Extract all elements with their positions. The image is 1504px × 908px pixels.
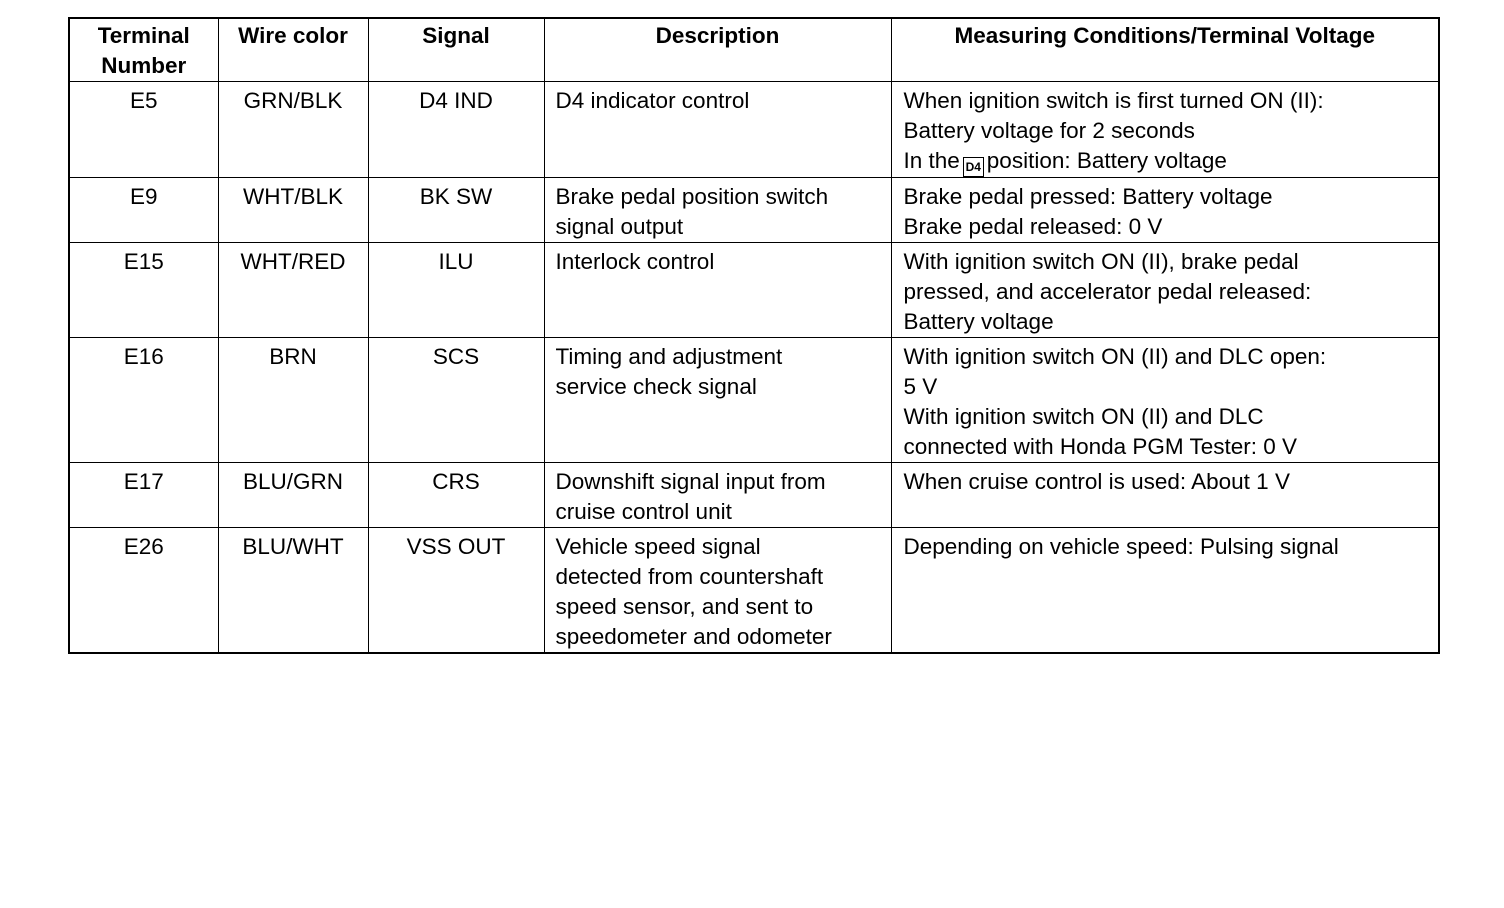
- description: [544, 528, 891, 654]
- header-terminal-line-2: Number: [101, 53, 187, 78]
- wire-color: WHT/BLK: [218, 178, 368, 243]
- condition-line: connected with Honda PGM Tester: 0 V: [903, 434, 1298, 459]
- table-row: [69, 178, 1439, 243]
- condition-line: Brake pedal pressed: Battery voltage: [903, 184, 1273, 209]
- description-line: signal output: [555, 214, 684, 239]
- condition-text: In the: [903, 148, 960, 173]
- condition-line: Brake pedal released: 0 V: [903, 214, 1163, 239]
- signal: CRS: [368, 463, 544, 528]
- condition-line: When ignition switch is first turned ON (II):: [903, 88, 1324, 113]
- signal: SCS: [368, 338, 544, 463]
- measuring-conditions: [891, 178, 1439, 243]
- header-description: Description: [544, 18, 891, 82]
- wire-color: GRN/BLK: [218, 82, 368, 178]
- signal: VSS OUT: [368, 528, 544, 654]
- condition-line: With ignition switch ON (II), brake pedal: [903, 249, 1299, 274]
- measuring-conditions: [891, 243, 1439, 338]
- signal: D4 IND: [368, 82, 544, 178]
- description-line: detected from countershaft: [555, 564, 824, 589]
- header-terminal-number: [69, 18, 218, 82]
- description-line: speedometer and odometer: [555, 624, 832, 649]
- signal: ILU: [368, 243, 544, 338]
- d4-position-icon: D4: [963, 157, 984, 177]
- condition-line: Battery voltage: [903, 309, 1054, 334]
- condition-line: pressed, and accelerator pedal released:: [903, 279, 1312, 304]
- description: [544, 338, 891, 463]
- terminal-number: E5: [69, 82, 218, 178]
- description-line: Downshift signal input from: [555, 469, 826, 494]
- condition-line: With ignition switch ON (II) and DLC: [903, 404, 1264, 429]
- description-line: Vehicle speed signal: [555, 534, 761, 559]
- measuring-conditions: [891, 82, 1439, 178]
- wire-color: BLU/GRN: [218, 463, 368, 528]
- description-line: Timing and adjustment: [555, 344, 783, 369]
- wire-color: WHT/RED: [218, 243, 368, 338]
- description-line: service check signal: [555, 374, 757, 399]
- table-row: [69, 463, 1439, 528]
- description: [544, 463, 891, 528]
- table-row: [69, 338, 1439, 463]
- header-row: [69, 18, 1439, 82]
- terminal-number: E15: [69, 243, 218, 338]
- description-line: Brake pedal position switch: [555, 184, 829, 209]
- terminal-number: E26: [69, 528, 218, 654]
- table-row: [69, 82, 1439, 178]
- table-row: [69, 528, 1439, 654]
- table-row: [69, 243, 1439, 338]
- header-terminal-line-1: Terminal: [97, 23, 190, 48]
- header-signal: Signal: [368, 18, 544, 82]
- condition-line: When cruise control is used: About 1 V: [903, 469, 1290, 494]
- measuring-conditions: [891, 528, 1439, 654]
- header-measuring-conditions: Measuring Conditions/Terminal Voltage: [891, 18, 1439, 82]
- description: [544, 243, 891, 338]
- condition-line: Depending on vehicle speed: Pulsing signal: [903, 534, 1339, 559]
- condition-text: position: Battery voltage: [986, 148, 1227, 173]
- condition-line: 5 V: [903, 374, 938, 399]
- terminal-number: E9: [69, 178, 218, 243]
- description-line: cruise control unit: [555, 499, 732, 524]
- terminal-number: E17: [69, 463, 218, 528]
- condition-line: With ignition switch ON (II) and DLC open:: [903, 344, 1327, 369]
- signal: BK SW: [368, 178, 544, 243]
- wire-color: BLU/WHT: [218, 528, 368, 654]
- terminal-voltage-table: [68, 17, 1440, 654]
- measuring-conditions: [891, 338, 1439, 463]
- condition-line: Battery voltage for 2 seconds: [903, 118, 1195, 143]
- wire-color: BRN: [218, 338, 368, 463]
- description-line: Interlock control: [555, 249, 715, 274]
- header-wire-color: Wire color: [218, 18, 368, 82]
- condition-line: [904, 146, 1435, 177]
- terminal-number: E16: [69, 338, 218, 463]
- description-line: speed sensor, and sent to: [555, 594, 814, 619]
- measuring-conditions: [891, 463, 1439, 528]
- description: [544, 82, 891, 178]
- description: [544, 178, 891, 243]
- description-line: D4 indicator control: [555, 88, 750, 113]
